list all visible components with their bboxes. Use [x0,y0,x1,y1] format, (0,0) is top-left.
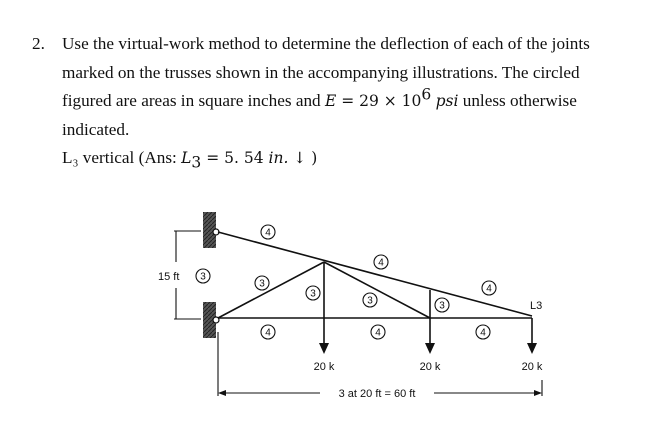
load-label-1: 20 k [313,361,335,373]
answer-value: = 5. 54 [201,149,269,167]
modulus-value: = 29 × 10 [336,92,422,110]
area-top-chord-1: 4 [265,227,271,239]
problem-line-4: indicated. [62,119,130,139]
problem-line-2: marked on the trusses shown in the accompanying illustrations. The circled [62,62,580,82]
arrowhead-3 [527,343,537,354]
load-arrows [324,318,532,346]
answer-text-b: ↓ ) [288,149,318,167]
area-top-chord-3: 4 [486,283,492,295]
area-top-chord-2: 4 [378,257,384,269]
area-bottom-1: 4 [265,327,271,339]
arrowhead-2 [425,343,435,354]
load-label-2: 20 k [419,361,441,373]
line3-text-b: unless otherwise [458,91,577,110]
span-dimension [218,332,542,396]
answer-unit: in. [268,149,289,167]
area-bottom-2: 4 [375,327,381,339]
joint-label-l3: L3 [530,300,543,312]
area-bottom-3: 4 [480,327,486,339]
area-diagonal-2: 3 [367,295,373,307]
answer-symbol: L [181,149,192,167]
problem-line-1: Use the virtual-work method to determine the deflection of each of the joints [62,34,590,53]
area-left-diagonal: 3 [259,278,265,290]
modulus-symbol: E [324,92,337,110]
problem-number: 2. [32,34,45,53]
height-area-label: 3 [200,271,206,283]
area-vertical-2: 3 [439,300,445,312]
span-label: 3 at 20 ft = 60 ft [338,388,416,400]
area-vertical-1: 3 [310,288,316,300]
answer-text-a: L₃ vertical (Ans: [62,148,182,167]
arrowhead-1 [319,343,329,354]
load-label-3: 20 k [521,361,543,373]
height-label: 15 ft [158,271,180,283]
member-area-circles [255,225,496,339]
diagonal-2 [324,262,430,318]
answer-subscript: 3 [191,153,202,172]
modulus-unit: psi [435,92,459,110]
line3-text-a: figured are areas in square inches and [62,91,325,110]
modulus-exponent: 6 [421,85,432,104]
